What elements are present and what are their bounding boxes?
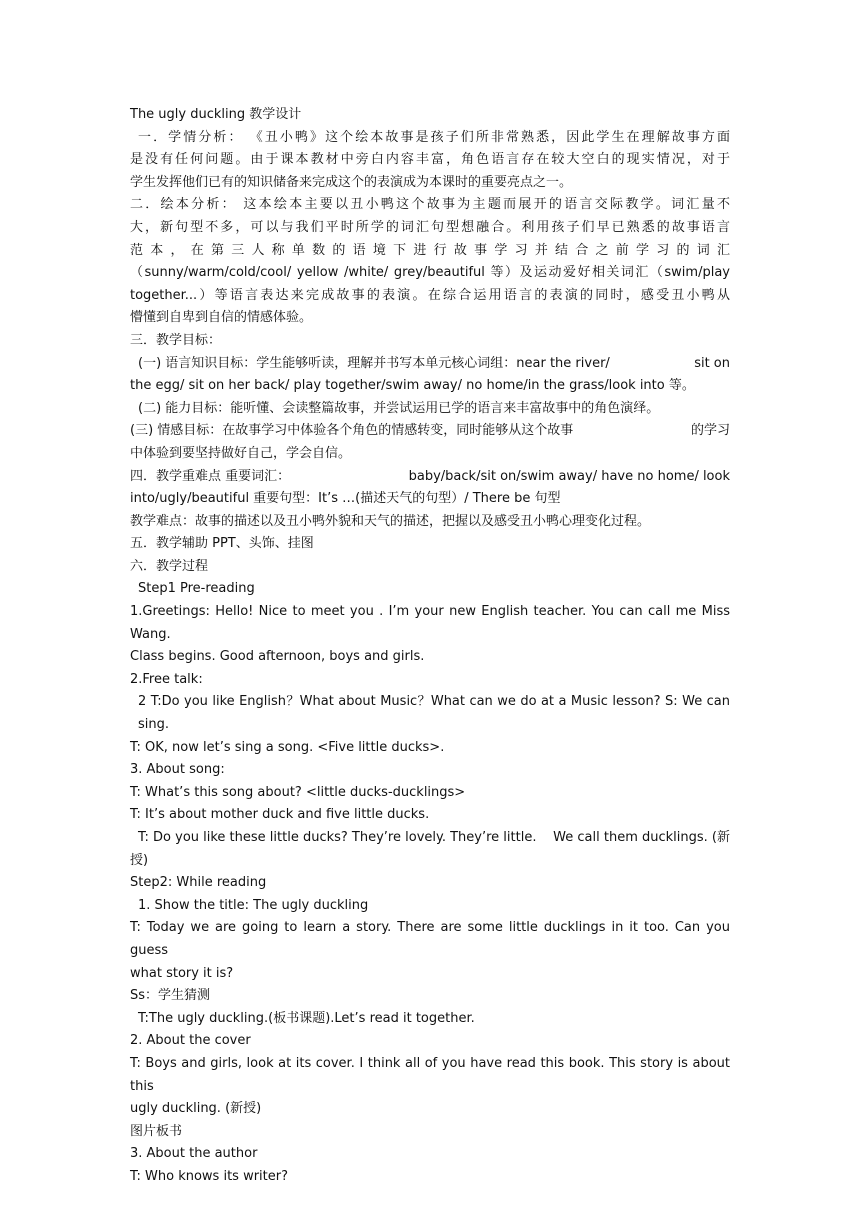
goal-1-line-2: the egg/ sit on her back/ play together/swim away/ no home/in the grass/look into 等。 [130, 378, 695, 394]
about-song-line-3 [130, 827, 730, 850]
goal-3-tail: 的学习 [690, 423, 730, 439]
cover-heading: 2. About the cover [130, 1033, 251, 1049]
show-title-line-1: T: Today we are going to learn a story. There are some little ducklings in it too. Can you guess [130, 920, 730, 958]
show-title-line-2: what story it is? [130, 965, 234, 981]
free-talk-line-1: 2 T:Do you like English？What about Music？What can we do at a Music lesson? S: We can sing. [138, 694, 730, 733]
document-title: The ugly duckling 教学设计 [130, 107, 302, 122]
section-4-line-1 [130, 466, 730, 489]
goal-2: (二) 能力目标：能听懂、会读整篇故事，并尝试运用已学的语言来丰富故事中的角色演绎。 [138, 400, 660, 416]
section-2-line-2: 大，新句型不多，可以与我们平时所学的词汇句型想融合。利用孩子们早已熟悉的故事语言 [130, 219, 730, 235]
show-title-heading: 1. Show the title: The ugly duckling [138, 897, 369, 913]
greetings-line-1: 1.Greetings: Hello! Nice to meet you . I’m your new English teacher. You can call me Miss Wang. [130, 604, 730, 642]
goal-1-tail: sit on [694, 355, 730, 371]
cover-line-2: ugly duckling. (新授) [130, 1101, 262, 1117]
section-4-heading: 四．教学重难点 重要词汇： [130, 468, 291, 484]
goal-3-line-1 [130, 420, 730, 443]
section-2-line-6: 懵懂到自卑到自信的情感体验。 [130, 310, 313, 326]
about-song-question: T: Do you like these little ducks? They’re lovely. They’re little. [138, 830, 537, 845]
section-2-line-5: together...）等语言表达来完成故事的表演。在综合运用语言的表演的同时，感受丑小鸭从 [130, 287, 730, 303]
section-5: 五．教学辅助 PPT、头饰、挂图 [130, 536, 314, 552]
about-song-line-2: T: It’s about mother duck and five little ducks. [130, 807, 430, 823]
section-2-line-1: 二．绘本分析： 这本绘本主要以丑小鸭这个故事为主题而展开的语言交际教学。词汇量不 [130, 197, 730, 213]
section-6: 六．教学过程 [130, 558, 209, 574]
section-4-vocab: baby/back/sit on/swim away/ have no home/ look [408, 468, 730, 484]
author-heading: 3. About the author [130, 1146, 258, 1162]
section-4-line-3: 教学难点：故事的描述以及丑小鸭外貌和天气的描述，把握以及感受丑小鸭心理变化过程。 [130, 513, 651, 529]
section-1-line-2: 是没有任何问题。由于课本教材中旁白内容丰富，角色语言存在较大空白的现实情况，对于 [130, 152, 730, 168]
cover-line-1: T: Boys and girls, look at its cover. I think all of you have read this book. This story is about this [130, 1055, 730, 1094]
about-song-line-1: T: What’s this song about? <little ducks-ducklings> [130, 784, 466, 800]
document-page [130, 104, 730, 1189]
step-2-heading: Step2: While reading [130, 875, 267, 891]
section-3-heading: 三．教学目标： [130, 332, 222, 348]
greetings-line-2: Class begins. Good afternoon, boys and girls. [130, 649, 425, 665]
goal-3-text: (三) 情感目标：在故事学习中体验各个角色的情感转变，同时能够从这个故事 [130, 423, 574, 439]
section-4-line-2: into/ugly/beautiful 重要句型：It’s …(描述天气的句型）/ There be 句型 [130, 491, 561, 507]
section-1-line-1: 一．学情分析： 《丑小鸭》这个绘本故事是孩子们所非常熟悉，因此学生在理解故事方面 [138, 129, 730, 145]
free-talk-line-2: T: OK, now let’s sing a song. <Five little ducks>. [130, 739, 445, 755]
about-song-heading: 3. About song: [130, 762, 225, 778]
show-title-line-4: T:The ugly duckling.(板书课题).Let’s read it together. [138, 1010, 475, 1026]
free-talk-heading: 2.Free talk: [130, 671, 203, 687]
step-1-heading: Step1 Pre-reading [138, 581, 255, 597]
goal-3-line-2: 中体验到要坚持做好自己，学会自信。 [130, 445, 352, 461]
goal-1-line-1 [130, 353, 730, 376]
section-2-line-3: 范本，在第三人称单数的语境下进行故事学习并结合之前学习的词汇 [130, 242, 730, 258]
show-title-line-3: Ss：学生猜测 [130, 988, 211, 1004]
goal-1-text: (一) 语言知识目标：学生能够听读，理解并书写本单元核心词组：near the river/ [138, 355, 610, 371]
section-2-line-4: （sunny/warm/cold/cool/ yellow /white/ grey/beautiful 等）及运动爱好相关词汇（swim/play [130, 265, 730, 281]
about-song-tail: We call them ducklings. (新 [553, 830, 730, 845]
section-1-line-3: 学生发挥他们已有的知识储备来完成这个的表演成为本课时的重要亮点之一。 [130, 174, 573, 190]
cover-line-3: 图片板书 [130, 1123, 183, 1139]
about-song-line-4: 授) [130, 852, 149, 868]
author-line-1: T: Who knows its writer? [130, 1168, 289, 1184]
